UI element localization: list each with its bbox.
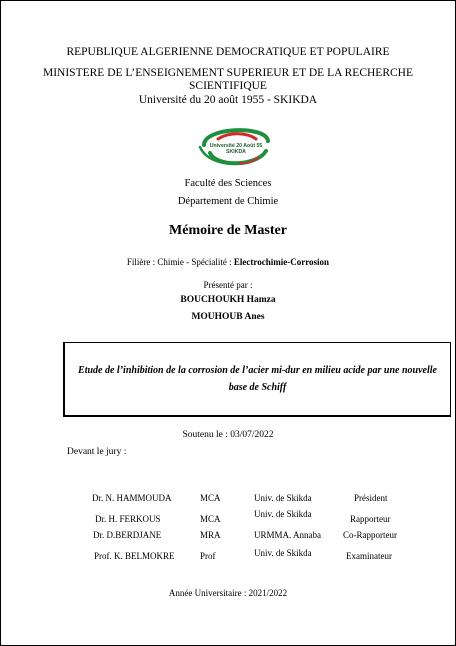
thesis-title: Etude de l’inhibition de la corrosion de l’acier mi-dur en milieu acide par une nouvelle base de Schiff [78,365,437,393]
header-university: Université du 20 août 1955 - SKIKDA [138,94,318,106]
author-1: BOUCHOUKH Hamza [180,295,276,305]
filiere-line [1,257,455,267]
jury-name: Dr. N. HAMMOUDA [92,493,172,503]
logo-text-city: SKIKDA [226,149,246,155]
jury-name: Prof. K. BELMOKRE [94,551,175,561]
defense-date: Soutenu le : 03/07/2022 [182,430,274,440]
faculty: Faculté des Sciences [184,178,272,189]
jury-label: Devant le jury : [67,447,127,457]
jury-institution: URMMA. Annaba [254,530,321,540]
jury-name: Dr. H. FERKOUS [95,514,161,524]
author-2: MOUHOUB Anes [191,312,265,322]
filiere-speciality: Electrochimie-Corrosion [233,257,330,267]
presented-by-label: Présenté par : [203,280,253,290]
thesis-title-box [63,342,451,417]
jury-name: Dr. D.BERDJANE [93,530,162,540]
jury-role: Président [354,493,388,503]
jury-institution: Univ. de Skikda [254,493,312,503]
jury-institution: Univ. de Skikda [254,548,312,558]
jury-grade: MCA [200,514,221,524]
jury-role: Co-Rapporteur [343,530,397,540]
jury-grade: Prof [200,551,216,561]
jury-role: Rapporteur [350,514,391,524]
university-logo [196,119,274,171]
jury-institution: Univ. de Skikda [254,509,312,519]
header-ministry: MINISTERE DE L’ENSEIGNEMENT SUPERIEUR ET DE LA RECHERCHE [42,67,414,79]
jury-grade: MCA [200,493,221,503]
header-ministry-cont: SCIENTIFIQUE [189,80,267,92]
jury-role: Examinateur [346,551,392,561]
logo-text-university: Université 20 Août 55 [209,143,263,149]
department: Département de Chimie [177,196,279,207]
filiere-prefix: Filière : Chimie - Spécialité : [126,257,234,267]
header-republic: REPUBLIQUE ALGERIENNE DEMOCRATIQUE ET POPULAIRE [66,46,390,58]
jury-grade: MRA [200,530,221,540]
document-type: Mémoire de Master [169,223,287,238]
academic-year: Année Universitaire : 2021/2022 [168,588,288,598]
